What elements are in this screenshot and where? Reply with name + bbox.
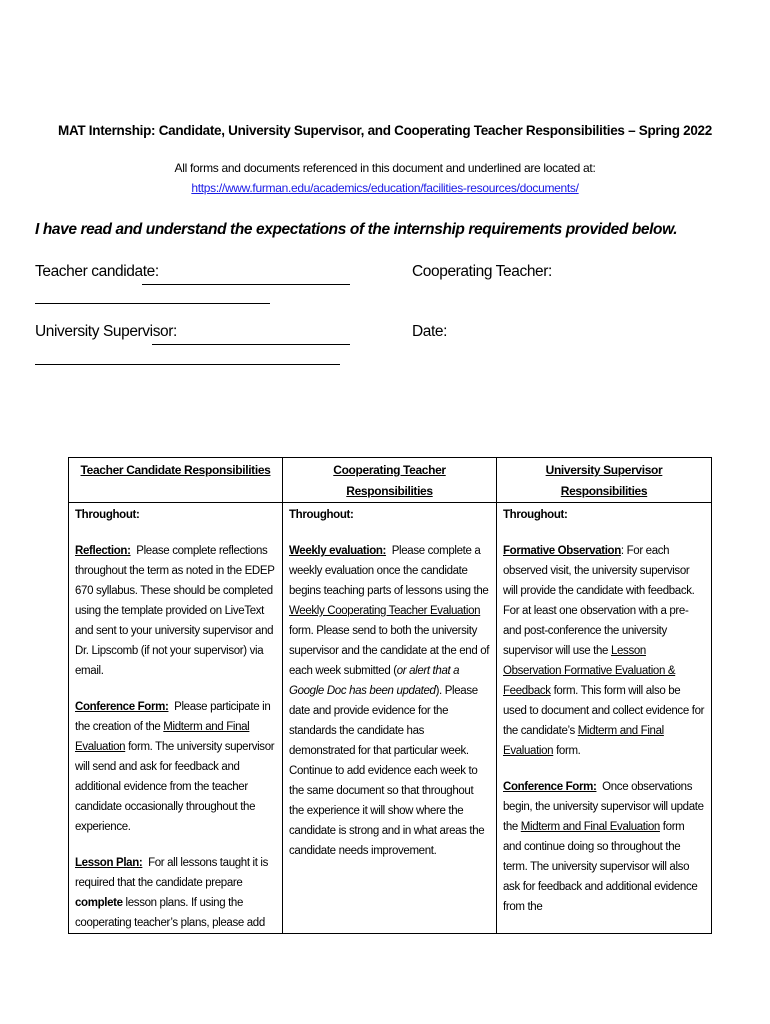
university-supervisor-signature-line[interactable]	[152, 344, 350, 345]
date-label: Date:	[412, 323, 448, 340]
teacher-candidate-label: Teacher candidate:	[35, 263, 159, 280]
teacher-candidate-cell	[69, 503, 283, 934]
cooperating-teacher-signature-line[interactable]	[35, 303, 270, 304]
document-title: MAT Internship: Candidate, University Supervisor, and Cooperating Teacher Responsibilities – Spring 2022	[58, 123, 712, 138]
university-supervisor-label: University Supervisor:	[35, 323, 177, 340]
documents-link[interactable]: https://www.furman.edu/academics/education/facilities-resources/documents/	[191, 181, 579, 195]
throughout-label: Throughout:	[75, 509, 140, 521]
conference-form-paragraph: Conference Form: Please participate in the creation of the Midterm and Final Evaluation form. The university supervisor will send and ask for feedback and additional evidence from the teacher candidate occasionally throughout the experience.	[75, 701, 275, 833]
date-line[interactable]	[35, 364, 340, 365]
lesson-observation-form-link[interactable]: Lesson Observation Formative Evaluation & Feedback	[503, 645, 676, 697]
weekly-evaluation-paragraph: Weekly evaluation: Please complete a weekly evaluation once the candidate begins teaching parts of lessons using the Weekly Cooperating Teacher Evaluation form. Please send to both the university supervisor and the candidate at the end of each week submitted (or alert that a Google Doc has been updated). Please date and provide evidence for the standards the candidate has demonstrated for that particular week. Continue to add evidence each week to the same document so that throughout the experience it will show where the candidate is strong and in what areas the candidate needs improvement.	[289, 545, 490, 857]
formative-observation-paragraph: Formative Observation: For each observed visit, the university supervisor will provide the candidate with feedback. For at least one observation with a pre- and post-conference the university supervisor will use the Lesson Observation Formative Evaluation & Feedback form. This form will also be used to document and collect evidence for the candidate’s Midterm and Final Evaluation form.	[503, 545, 705, 757]
throughout-label: Throughout:	[503, 509, 568, 521]
university-supervisor-cell	[497, 503, 712, 934]
cooperating-teacher-cell	[283, 503, 497, 934]
throughout-label: Throughout:	[289, 509, 354, 521]
weekly-evaluation-link[interactable]: Weekly Cooperating Teacher Evaluation	[289, 605, 481, 617]
table-header-row	[69, 458, 712, 503]
teacher-candidate-signature-line[interactable]	[142, 284, 350, 285]
midterm-final-evaluation-link[interactable]: Midterm and Final Evaluation	[75, 721, 250, 753]
documents-note: All forms and documents referenced in this document and underlined are located at:	[174, 161, 596, 175]
header-university-supervisor: University Supervisor Responsibilities	[497, 458, 712, 503]
acknowledgement-statement: I have read and understand the expectations of the internship requirements provided below.	[35, 221, 678, 238]
reflection-paragraph: Reflection: Please complete reflections throughout the term as noted in the EDEP 670 syllabus. These should be completed using the template provided on LiveText and sent to your university supervisor and Dr. Lipscomb (if not your supervisor) via email.	[75, 545, 275, 677]
lesson-plan-paragraph: Lesson Plan: For all lessons taught it is required that the candidate prepare complete lesson plans. If using the cooperating teacher’s plans, please add	[75, 857, 269, 929]
responsibilities-table	[68, 457, 712, 934]
midterm-final-evaluation-link[interactable]: Midterm and Final Evaluation	[520, 821, 660, 833]
conference-form-paragraph: Conference Form: Once observations begin, the university supervisor will update the Midterm and Final Evaluation form and continue doing so throughout the term. The university supervisor will also ask for feedback and additional evidence from the	[503, 781, 704, 913]
table-row	[69, 503, 712, 934]
cooperating-teacher-label: Cooperating Teacher:	[412, 263, 552, 280]
header-cooperating-teacher: Cooperating Teacher Responsibilities	[283, 458, 497, 503]
header-teacher-candidate: Teacher Candidate Responsibilities	[69, 458, 283, 503]
midterm-final-evaluation-link[interactable]: Midterm and Final Evaluation	[503, 725, 664, 757]
